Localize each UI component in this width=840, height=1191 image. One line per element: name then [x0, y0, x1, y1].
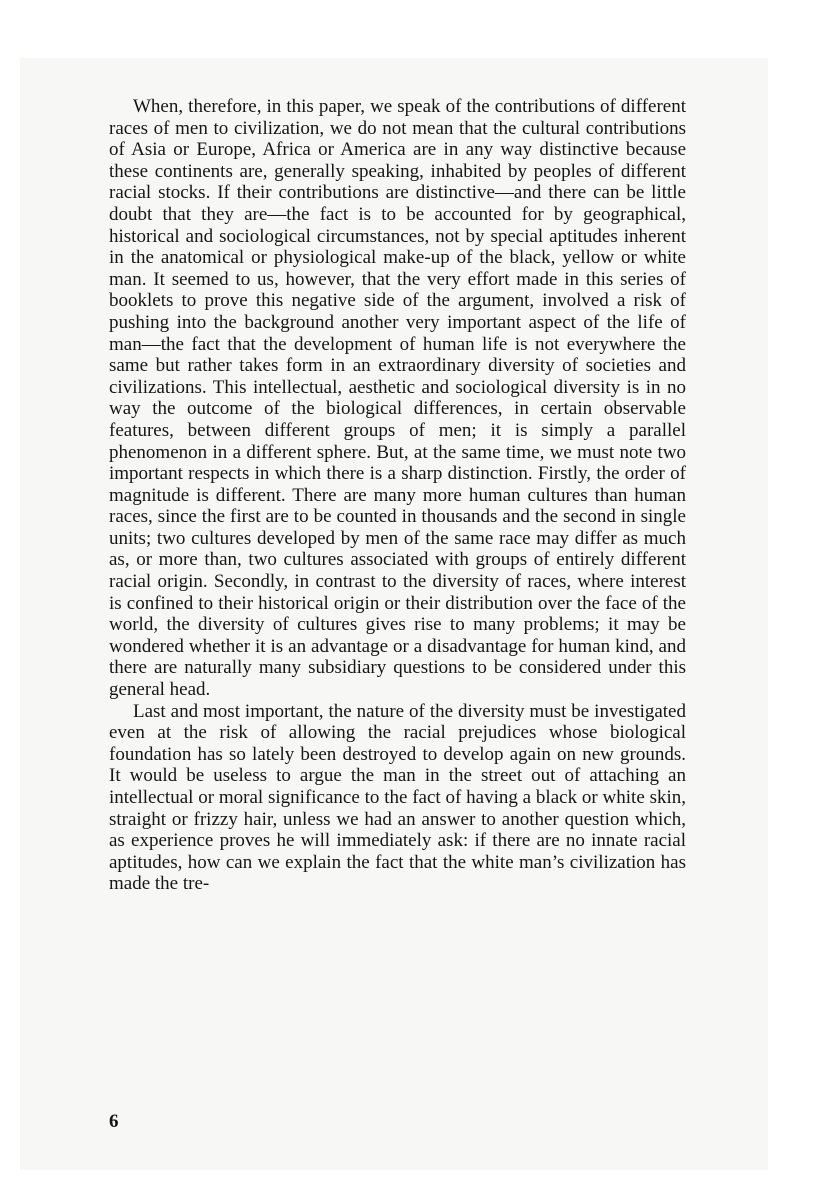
page-number: 6: [109, 1111, 119, 1132]
body-text: [109, 96, 686, 895]
paragraph-2: Last and most important, the nature of the diversity must be investigated even at the risk of allowing the racial prejudices whose biological foundation has so lately been destroyed to develop again on new grounds. It would be useless to argue the man in the street out of attaching an intellectual or moral significance to the fact of having a black or white skin, straight or frizzy hair, unless we had an answer to another question which, as experience proves he will immediately ask: if there are no innate racial aptitudes, how can we explain the fact that the white man’s civilization has made the tre-: [109, 700, 686, 895]
paragraph-1: When, therefore, in this paper, we speak of the contributions of different races of men to civilization, we do not mean that the cultural contributions of Asia or Europe, Africa or America are in any way distinctive because these continents are, generally speaking, inhabited by peoples of different racial stocks. If their contributions are distinctive—and there can be little doubt that they are—the fact is to be accounted for by geographical, historical and sociological circumstances, not by special aptitudes inherent in the anatomical or physiological make-up of the black, yellow or white man. It seemed to us, however, that the very effort made in this series of booklets to prove this negative side of the argument, involved a risk of pushing into the background another very important aspect of the life of man—the fact that the development of human life is not everywhere the same but rather takes form in an extraordinary diversity of societies and civilizations. This intellectual, aesthetic and sociological diversity is in no way the outcome of the biological differences, in certain observable features, between different groups of men; it is simply a parallel phenomenon in a different sphere. But, at the same time, we must note two important respects in which there is a sharp distinction. Firstly, the order of magnitude is different. There are many more human cultures than human races, since the first are to be counted in thousands and the second in single units; two cultures developed by men of the same race may differ as much as, or more than, two cultures associated with groups of entirely different racial origin. Secondly, in contrast to the diversity of races, where interest is confined to their historical origin or their distribution over the face of the world, the diversity of cultures gives rise to many problems; it may be wondered whether it is an advantage or a disadvantage for human kind, and there are naturally many subsidiary questions to be considered under this general head.: [109, 96, 686, 701]
